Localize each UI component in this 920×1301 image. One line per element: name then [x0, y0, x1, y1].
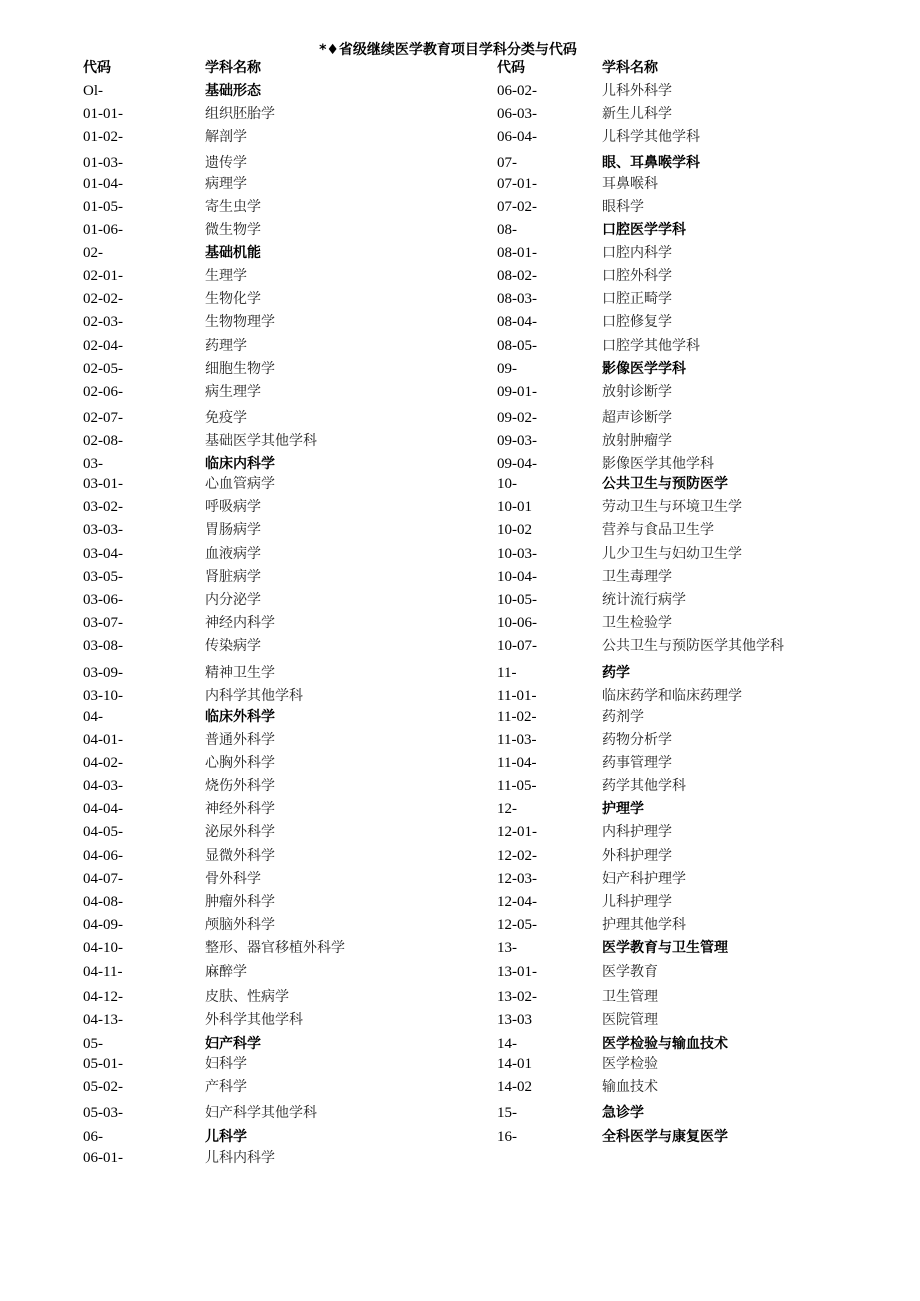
subject-code: 12-	[497, 801, 517, 817]
subject-name: 组织胚胎学	[205, 106, 275, 122]
subject-name: 口腔学其他学科	[602, 338, 700, 354]
subject-name: 皮肤、性病学	[205, 989, 289, 1005]
subject-name: 内科护理学	[602, 824, 672, 840]
subject-code: 02-06-	[83, 384, 123, 400]
category-name: 医学教育与卫生管理	[602, 940, 728, 956]
subject-code: 07-02-	[497, 199, 537, 215]
subject-code: 04-08-	[83, 894, 123, 910]
subject-code: 11-01-	[497, 688, 537, 704]
subject-name: 精神卫生学	[205, 665, 275, 681]
subject-name: 卫生检验学	[602, 615, 672, 631]
subject-code: 05-03-	[83, 1105, 123, 1121]
subject-code: 03-07-	[83, 615, 123, 631]
subject-name: 儿科学其他学科	[602, 129, 700, 145]
subject-code: Ol-	[83, 83, 103, 99]
subject-code: 03-	[83, 456, 103, 472]
subject-code: 03-06-	[83, 592, 123, 608]
subject-name: 营养与食品卫生学	[602, 522, 714, 538]
subject-code: 06-	[83, 1129, 103, 1145]
subject-name: 临床药学和临床药理学	[602, 688, 742, 704]
subject-name: 口腔外科学	[602, 268, 672, 284]
subject-name: 妇产科学其他学科	[205, 1105, 317, 1121]
subject-code: 06-03-	[497, 106, 537, 122]
subject-code: 06-02-	[497, 83, 537, 99]
subject-name: 统计流行病学	[602, 592, 686, 608]
subject-name: 传染病学	[205, 638, 261, 654]
subject-code: 08-03-	[497, 291, 537, 307]
subject-name: 心胸外科学	[205, 755, 275, 771]
subject-code: 04-02-	[83, 755, 123, 771]
subject-name: 药物分析学	[602, 732, 672, 748]
subject-name: 医学检验	[602, 1056, 658, 1072]
subject-name: 生理学	[205, 268, 247, 284]
subject-code: 02-03-	[83, 314, 123, 330]
subject-code: 08-05-	[497, 338, 537, 354]
subject-code: 10-	[497, 476, 517, 492]
subject-name: 麻醉学	[205, 964, 247, 980]
subject-name: 心血管病学	[205, 476, 275, 492]
subject-code: 03-01-	[83, 476, 123, 492]
subject-name: 护理其他学科	[602, 917, 686, 933]
subject-code: 14-01	[497, 1056, 532, 1072]
subject-name: 烧伤外科学	[205, 778, 275, 794]
subject-code: 11-04-	[497, 755, 537, 771]
subject-code: 12-03-	[497, 871, 537, 887]
subject-code: 04-01-	[83, 732, 123, 748]
subject-code: 04-09-	[83, 917, 123, 933]
subject-name: 劳动卫生与环境卫生学	[602, 499, 742, 515]
subject-name: 卫生管理	[602, 989, 658, 1005]
subject-code: 03-02-	[83, 499, 123, 515]
category-name: 儿科学	[205, 1129, 247, 1145]
category-name: 临床外科学	[205, 709, 275, 725]
category-name: 眼、耳鼻喉学科	[602, 155, 700, 171]
category-name: 妇产科学	[205, 1036, 261, 1052]
subject-code: 09-03-	[497, 433, 537, 449]
subject-name: 内分泌学	[205, 592, 261, 608]
subject-code: 04-13-	[83, 1012, 123, 1028]
header-name: 学科名称	[205, 60, 261, 76]
subject-name: 儿科外科学	[602, 83, 672, 99]
subject-name: 病理学	[205, 176, 247, 192]
subject-code: 04-03-	[83, 778, 123, 794]
subject-code: 10-07-	[497, 638, 537, 654]
category-name: 影像医学学科	[602, 361, 686, 377]
subject-name: 输血技术	[602, 1079, 658, 1095]
subject-code: 01-05-	[83, 199, 123, 215]
subject-name: 骨外科学	[205, 871, 261, 887]
category-name: 临床内科学	[205, 456, 275, 472]
header-name: 学科名称	[602, 60, 658, 76]
subject-code: 01-03-	[83, 155, 123, 171]
subject-code: 03-10-	[83, 688, 123, 704]
subject-name: 产科学	[205, 1079, 247, 1095]
subject-name: 耳鼻喉科	[602, 176, 658, 192]
subject-name: 口腔内科学	[602, 245, 672, 261]
subject-name: 基础医学其他学科	[205, 433, 317, 449]
subject-name: 口腔正畸学	[602, 291, 672, 307]
subject-code: 01-04-	[83, 176, 123, 192]
subject-code: 01-01-	[83, 106, 123, 122]
subject-name: 外科学其他学科	[205, 1012, 303, 1028]
category-name: 口腔医学学科	[602, 222, 686, 238]
subject-code: 13-03	[497, 1012, 532, 1028]
subject-code: 09-01-	[497, 384, 537, 400]
subject-code: 11-02-	[497, 709, 537, 725]
subject-code: 15-	[497, 1105, 517, 1121]
subject-name: 医院管理	[602, 1012, 658, 1028]
subject-name: 公共卫生与预防医学其他学科	[602, 638, 784, 654]
subject-name: 颅脑外科学	[205, 917, 275, 933]
subject-name: 普通外科学	[205, 732, 275, 748]
subject-name: 药学其他学科	[602, 778, 686, 794]
subject-name: 妇科学	[205, 1056, 247, 1072]
category-name: 基础形态	[205, 83, 261, 99]
subject-name: 药事管理学	[602, 755, 672, 771]
subject-code: 04-	[83, 709, 103, 725]
category-name: 基础机能	[205, 245, 261, 261]
subject-code: 03-03-	[83, 522, 123, 538]
subject-name: 超声诊断学	[602, 410, 672, 426]
subject-code: 02-05-	[83, 361, 123, 377]
subject-code: 12-04-	[497, 894, 537, 910]
header-code: 代码	[497, 60, 525, 76]
subject-code: 04-11-	[83, 964, 123, 980]
subject-name: 外科护理学	[602, 848, 672, 864]
subject-code: 13-	[497, 940, 517, 956]
subject-name: 放射肿瘤学	[602, 433, 672, 449]
subject-name: 寄生虫学	[205, 199, 261, 215]
subject-code: 12-05-	[497, 917, 537, 933]
subject-code: 08-04-	[497, 314, 537, 330]
subject-code: 04-06-	[83, 848, 123, 864]
subject-code: 01-06-	[83, 222, 123, 238]
subject-code: 02-07-	[83, 410, 123, 426]
subject-code: 01-02-	[83, 129, 123, 145]
subject-code: 03-05-	[83, 569, 123, 585]
subject-name: 神经外科学	[205, 801, 275, 817]
subject-code: 10-04-	[497, 569, 537, 585]
subject-code: 06-04-	[497, 129, 537, 145]
subject-name: 整形、器官移植外科学	[205, 940, 345, 956]
subject-code: 13-02-	[497, 989, 537, 1005]
subject-name: 儿科护理学	[602, 894, 672, 910]
subject-name: 解剖学	[205, 129, 247, 145]
subject-name: 医学教育	[602, 964, 658, 980]
subject-name: 病生理学	[205, 384, 261, 400]
subject-code: 02-01-	[83, 268, 123, 284]
subject-code: 04-07-	[83, 871, 123, 887]
subject-name: 眼科学	[602, 199, 644, 215]
subject-code: 06-01-	[83, 1150, 123, 1166]
category-name: 急诊学	[602, 1105, 644, 1121]
subject-name: 呼吸病学	[205, 499, 261, 515]
category-name: 药学	[602, 665, 630, 681]
subject-code: 03-04-	[83, 546, 123, 562]
subject-code: 05-	[83, 1036, 103, 1052]
subject-code: 11-03-	[497, 732, 537, 748]
subject-name: 口腔修复学	[602, 314, 672, 330]
category-name: 医学检验与输血技术	[602, 1036, 728, 1052]
subject-name: 儿少卫生与妇幼卫生学	[602, 546, 742, 562]
subject-code: 05-01-	[83, 1056, 123, 1072]
subject-code: 11-05-	[497, 778, 537, 794]
category-name: 护理学	[602, 801, 644, 817]
subject-code: 08-	[497, 222, 517, 238]
header-code: 代码	[83, 60, 111, 76]
subject-code: 05-02-	[83, 1079, 123, 1095]
subject-name: 生物物理学	[205, 314, 275, 330]
subject-name: 新生儿科学	[602, 106, 672, 122]
subject-code: 10-01	[497, 499, 532, 515]
subject-name: 细胞生物学	[205, 361, 275, 377]
subject-code: 02-04-	[83, 338, 123, 354]
subject-code: 10-05-	[497, 592, 537, 608]
subject-name: 泌尿外科学	[205, 824, 275, 840]
subject-name: 卫生毒理学	[602, 569, 672, 585]
subject-name: 内科学其他学科	[205, 688, 303, 704]
subject-name: 影像医学其他学科	[602, 456, 714, 472]
subject-code: 13-01-	[497, 964, 537, 980]
subject-name: 儿科内科学	[205, 1150, 275, 1166]
subject-code: 04-04-	[83, 801, 123, 817]
subject-code: 16-	[497, 1129, 517, 1145]
subject-code: 02-02-	[83, 291, 123, 307]
category-name: 全科医学与康复医学	[602, 1129, 728, 1145]
subject-code: 12-02-	[497, 848, 537, 864]
subject-code: 11-	[497, 665, 517, 681]
subject-code: 10-02	[497, 522, 532, 538]
subject-code: 14-	[497, 1036, 517, 1052]
subject-name: 显微外科学	[205, 848, 275, 864]
subject-name: 妇产科护理学	[602, 871, 686, 887]
subject-code: 10-06-	[497, 615, 537, 631]
page-title: *♦省级继续医学教育项目学科分类与代码	[319, 42, 577, 58]
subject-code: 12-01-	[497, 824, 537, 840]
subject-name: 免疫学	[205, 410, 247, 426]
subject-name: 肾脏病学	[205, 569, 261, 585]
subject-code: 08-02-	[497, 268, 537, 284]
subject-code: 07-01-	[497, 176, 537, 192]
subject-code: 10-03-	[497, 546, 537, 562]
subject-code: 04-05-	[83, 824, 123, 840]
subject-code: 09-02-	[497, 410, 537, 426]
subject-name: 神经内科学	[205, 615, 275, 631]
subject-name: 药剂学	[602, 709, 644, 725]
subject-name: 药理学	[205, 338, 247, 354]
subject-name: 肿瘤外科学	[205, 894, 275, 910]
subject-code: 09-	[497, 361, 517, 377]
subject-name: 胃肠病学	[205, 522, 261, 538]
category-name: 公共卫生与预防医学	[602, 476, 728, 492]
subject-code: 02-08-	[83, 433, 123, 449]
subject-name: 微生物学	[205, 222, 261, 238]
subject-name: 放射诊断学	[602, 384, 672, 400]
subject-code: 04-12-	[83, 989, 123, 1005]
subject-name: 生物化学	[205, 291, 261, 307]
subject-code: 03-08-	[83, 638, 123, 654]
subject-code: 02-	[83, 245, 103, 261]
subject-code: 03-09-	[83, 665, 123, 681]
subject-code: 14-02	[497, 1079, 532, 1095]
subject-name: 血液病学	[205, 546, 261, 562]
subject-name: 遗传学	[205, 155, 247, 171]
subject-code: 04-10-	[83, 940, 123, 956]
subject-code: 07-	[497, 155, 517, 171]
subject-code: 08-01-	[497, 245, 537, 261]
subject-code: 09-04-	[497, 456, 537, 472]
